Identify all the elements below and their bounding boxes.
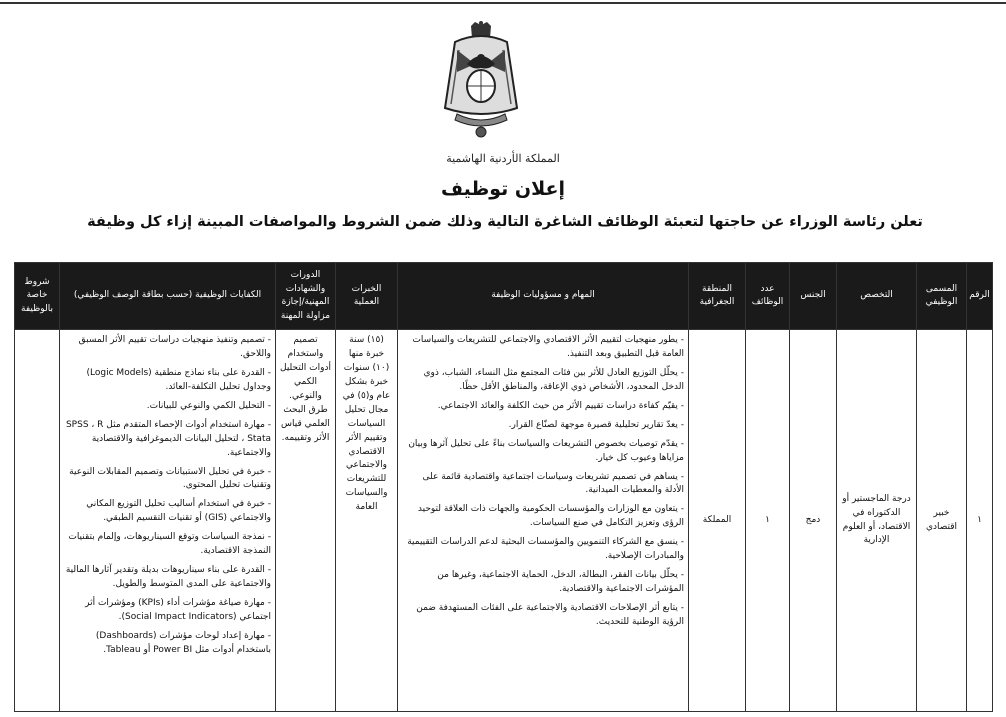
competency-item: - مهارة استخدام أدوات الإحصاء المتقدم مثل SPSS ، R ، Stata لتحليل البيانات الديموغرافية والاقتصادية والاجتماعية. (64, 419, 271, 461)
header-specialization: التخصص (837, 263, 917, 330)
duty-item: - يحلّل التوزيع العادل للأثر بين فئات المجتمع مثل النساء، الشباب، ذوي الدخل المحدود، الأشخاص ذوي الإعاقة، والمناطق الأقل حظًا. (402, 367, 684, 395)
cell-positions-count: ١ (746, 330, 790, 712)
top-border (0, 2, 1006, 4)
duty-item: - يطور منهجيات لتقييم الأثر الاقتصادي والاجتماعي للتشريعات والسياسات العامة قبل التطبيق وبعد التنفيذ. (402, 334, 684, 362)
cell-specialization: درجة الماجستير أو الدكتوراه في الاقتصاد، أو العلوم الإدارية (837, 330, 917, 712)
table-header-row (15, 263, 993, 330)
duty-item: - يتابع أثر الإصلاحات الاقتصادية والاجتماعية على الفئات المستهدفة ضمن الرؤية الوطنية للتحديث. (402, 602, 684, 630)
competencies-list (64, 334, 271, 658)
competency-item: - خبرة في استخدام أساليب تحليل التوزيع المكاني والاجتماعي (GIS) أو تقنيات التقسيم الطبقي. (64, 498, 271, 526)
duty-item: - ينسق مع الشركاء التنمويين والمؤسسات البحثية لدعم الدراسات التقييمية والمبادرات الإصلاحية. (402, 536, 684, 564)
cell-courses: تصميم واستخدام أدوات التحليل الكمي والنوعي. طرق البحث العلمي قياس الأثر وتقييمه. (276, 330, 336, 712)
job-table (14, 262, 993, 712)
competency-item: - التحليل الكمي والنوعي للبيانات. (64, 400, 271, 414)
header-special-conditions: شروط خاصة بالوظيفة (15, 263, 60, 330)
duties-list (402, 334, 684, 630)
header-number: الرقم (967, 263, 993, 330)
duty-item: - يقدّم توصيات بخصوص التشريعات والسياسات بناءً على تحليل آثرها وبيان مزاياها وعيوب كل خيار. (402, 438, 684, 466)
jordan-coat-of-arms-icon (435, 20, 527, 140)
kingdom-name: المملكة الأردنية الهاشمية (446, 152, 560, 165)
announcement-subtitle: تعلن رئاسة الوزراء عن حاجتها لتعبئة الوظائف الشاغرة التالية وذلك ضمن الشروط والمواصفات المبينة إزاء كل وظيفة (87, 214, 923, 230)
cell-region: المملكة (689, 330, 746, 712)
header-region: المنطقة الجغرافية (689, 263, 746, 330)
cell-job-title: خبير اقتصادي (917, 330, 967, 712)
header-competencies: الكفايات الوظيفية (حسب بطاقة الوصف الوظيفي) (60, 263, 276, 330)
duty-item: - يعدّ تقارير تحليلية قصيرة موجهة لصنّاع القرار. (402, 419, 684, 433)
cell-competencies (60, 330, 276, 712)
competency-item: - مهارة إعداد لوحات مؤشرات (Dashboards) باستخدام أدوات مثل Power BI أو Tableau. (64, 630, 271, 658)
duty-item: - يتعاون مع الوزارات والمؤسسات الحكومية والجهات ذات العلاقة لتوحيد الرؤى وتعزيز التكامل في صنع السياسات. (402, 503, 684, 531)
duty-item: - يحلّل بيانات الفقر، البطالة، الدخل، الحماية الاجتماعية، وغيرها من المؤشرات الاجتماعية والاقتصادية. (402, 569, 684, 597)
cell-number: ١ (967, 330, 993, 712)
cell-duties (398, 330, 689, 712)
header-positions-count: عدد الوظائف (746, 263, 790, 330)
page-title: إعلان توظيف (440, 178, 566, 200)
competency-item: - نمذجة السياسات وتوقع السيناريوهات، وإلمام بتقنيات النمذجة الاقتصادية. (64, 531, 271, 559)
header-gender: الجنس (790, 263, 837, 330)
competency-item: - مهارة صياغة مؤشرات أداء (KPIs) ومؤشرات أثر اجتماعي (Social Impact Indicators). (64, 597, 271, 625)
competency-item: - القدرة على بناء نماذج منطقية (Logic Models) وجداول تحليل التكلفة-العائد. (64, 367, 271, 395)
competency-item: - تصميم وتنفيذ منهجيات دراسات تقييم الأثر المسبق واللاحق. (64, 334, 271, 362)
table-row (15, 330, 993, 712)
header-job-title: المسمى الوظيفي (917, 263, 967, 330)
cell-experience: (١٥) سنة خبرة منها (١٠) سنوات خبرة بشكل عام و(٥) في مجال تحليل السياسات وتقييم الأثر الاقتصادي والاجتماعي للتشريعات والسياسات العامة (336, 330, 398, 712)
competency-item: - خبرة في تحليل الاستبيانات وتصميم المقابلات النوعية وتقنيات تحليل المحتوى. (64, 466, 271, 494)
cell-special-conditions (15, 330, 60, 712)
duty-item: - يقيّم كفاءة دراسات تقييم الأثر من حيث الكلفة والعائد الاجتماعي. (402, 400, 684, 414)
header-experience: الخبرات العملية (336, 263, 398, 330)
duty-item: - يساهم في تصميم تشريعات وسياسات اجتماعية واقتصادية قائمة على الأدلة والمعطيات الميدانية. (402, 471, 684, 499)
header-courses: الدورات والشهادات المهنية/إجازة مزاولة المهنة (276, 263, 336, 330)
cell-gender: دمج (790, 330, 837, 712)
header-duties: المهام و مسؤوليات الوظيفة (398, 263, 689, 330)
competency-item: - القدرة على بناء سيناريوهات بديلة وتقدير آثارها المالية والاجتماعية على المدى المتوسط والطويل. (64, 564, 271, 592)
